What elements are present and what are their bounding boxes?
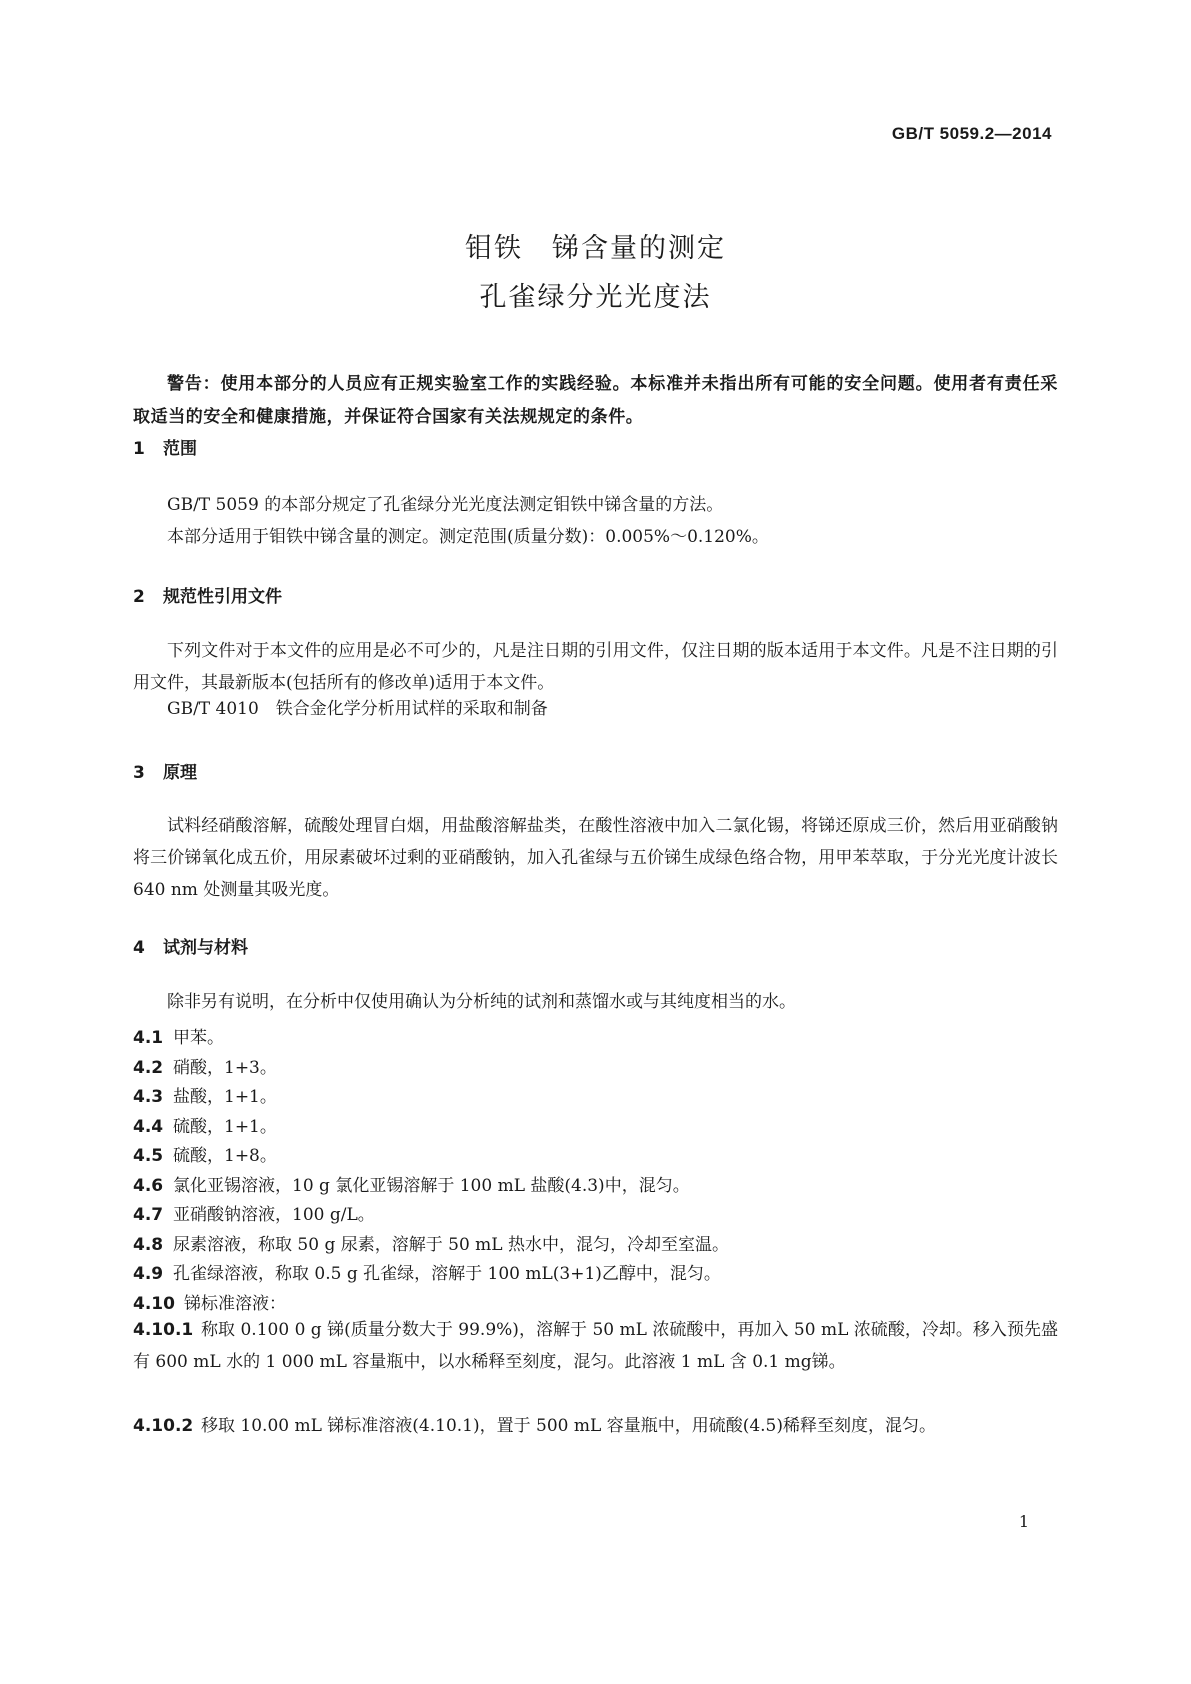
- item-number: 4.4: [133, 1117, 164, 1137]
- item-text: 氯化亚锡溶液，10 g 氯化亚锡溶解于 100 mL 盐酸(4.3)中，混匀。: [173, 1176, 690, 1196]
- section-3-heading: [133, 758, 197, 783]
- section-3-paragraph: 试料经硝酸溶解，硫酸处理冒白烟，用盐酸溶解盐类，在酸性溶液中加入二氯化锡，将锑还原成三价，然后用亚硝酸钠将三价锑氧化成五价，用尿素破坏过剩的亚硝酸钠，加入孔雀绿与五价锑生成绿色络合物，用甲苯萃取，于分光光度计波长 640 nm 处测量其吸光度。: [133, 816, 1058, 900]
- page-number: 1: [1018, 1512, 1029, 1531]
- list-item: [133, 1053, 1058, 1078]
- item-text: 盐酸，1+1。: [173, 1087, 277, 1107]
- section-title: 试剂与材料: [163, 938, 248, 958]
- section-1-paragraph-1: GB/T 5059 的本部分规定了孔雀绿分光光度法测定钼铁中锑含量的方法。: [167, 495, 724, 515]
- list-item: [133, 1112, 1058, 1137]
- section-2-heading: [133, 582, 282, 607]
- standard-code: GB/T 5059.2—2014: [891, 124, 1052, 143]
- section-4-intro: 除非另有说明，在分析中仅使用确认为分析纯的试剂和蒸馏水或与其纯度相当的水。: [167, 992, 796, 1012]
- list-item: [133, 1259, 1058, 1284]
- item-number: 4.5: [133, 1146, 164, 1166]
- item-text: 亚硝酸钠溶液，100 g/L。: [173, 1205, 375, 1225]
- item-number: 4.10.2: [133, 1416, 194, 1436]
- item-number: 4.10.1: [133, 1320, 194, 1340]
- item-text: 硝酸，1+3。: [173, 1058, 277, 1078]
- item-text: 硫酸，1+1。: [173, 1117, 277, 1137]
- item-text: 称取 0.100 0 g 锑(质量分数大于 99.9%)，溶解于 50 mL 浓硫酸中，再加入 50 mL 浓硫酸，冷却。移入预先盛有 600 mL 水的 1 000 mL 容量瓶中，以水稀释至刻度，混匀。此溶液 1 mL 含 0.1 mg锑。: [133, 1320, 1058, 1372]
- section-2-paragraph: 下列文件对于本文件的应用是必不可少的，凡是注日期的引用文件，仅注日期的版本适用于本文件。凡是不注日期的引用文件，其最新版本(包括所有的修改单)适用于本文件。: [133, 641, 1058, 693]
- list-item-4-10-1: [133, 1314, 1058, 1378]
- item-number: 4.6: [133, 1176, 164, 1196]
- section-title: 规范性引用文件: [163, 587, 282, 607]
- list-item: [133, 1141, 1058, 1166]
- item-text: 锑标准溶液：: [184, 1294, 286, 1314]
- item-text: 甲苯。: [173, 1028, 224, 1048]
- item-text: 硫酸，1+8。: [173, 1146, 277, 1166]
- section-number: 3: [133, 763, 145, 783]
- section-number: 2: [133, 587, 145, 607]
- list-item: [133, 1230, 1058, 1255]
- section-number: 1: [133, 439, 145, 459]
- section-title: 范围: [163, 439, 197, 459]
- section-number: 4: [133, 938, 145, 958]
- item-number: 4.2: [133, 1058, 164, 1078]
- list-item: [133, 1200, 1058, 1225]
- section-1-heading: [133, 434, 197, 459]
- item-number: 4.3: [133, 1087, 164, 1107]
- item-text: 孔雀绿溶液，称取 0.5 g 孔雀绿，溶解于 100 mL(3+1)乙醇中，混匀。: [173, 1264, 721, 1284]
- list-item: [133, 1171, 1058, 1196]
- section-1-paragraph-2: 本部分适用于钼铁中锑含量的测定。测定范围(质量分数)：0.005%～0.120%。: [167, 527, 769, 547]
- item-number: 4.8: [133, 1235, 164, 1255]
- safety-warning: 警告：使用本部分的人员应有正规实验室工作的实践经验。本标准并未指出所有可能的安全问题。使用者有责任采取适当的安全和健康措施，并保证符合国家有关法规规定的条件。: [133, 374, 1058, 427]
- list-item: [133, 1023, 1058, 1048]
- list-item: [133, 1082, 1058, 1107]
- section-title: 原理: [163, 763, 197, 783]
- item-number: 4.1: [133, 1028, 164, 1048]
- section-4-heading: [133, 933, 248, 958]
- item-text: 尿素溶液，称取 50 g 尿素，溶解于 50 mL 热水中，混匀，冷却至室温。: [173, 1235, 729, 1255]
- normative-reference: GB/T 4010 铁合金化学分析用试样的采取和制备: [167, 699, 548, 719]
- document-subtitle: 孔雀绿分光光度法: [479, 282, 712, 313]
- document-title: 钼铁 锑含量的测定: [465, 233, 726, 264]
- item-number: 4.10: [133, 1294, 175, 1314]
- list-item-4-10-2: [133, 1411, 1058, 1436]
- item-text: 移取 10.00 mL 锑标准溶液(4.10.1)，置于 500 mL 容量瓶中，用硫酸(4.5)稀释至刻度，混匀。: [201, 1416, 936, 1436]
- item-number: 4.9: [133, 1264, 164, 1284]
- item-number: 4.7: [133, 1205, 164, 1225]
- list-item: [133, 1289, 1058, 1314]
